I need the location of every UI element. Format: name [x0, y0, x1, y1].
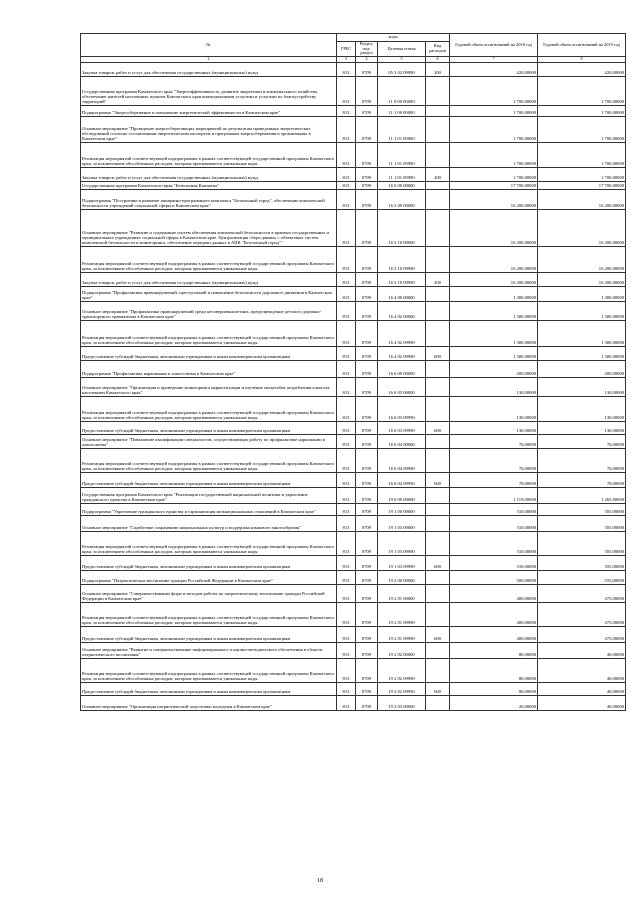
table-row: [81, 189, 626, 209]
cell-y2018: 420,00000: [450, 62, 538, 76]
cell-name: Подпрограмма "Энергосбережение и повышение энергетической эффективности в Камчатском крае": [81, 105, 337, 116]
cell-grbs: 813: [337, 142, 356, 167]
cell-name: Основное мероприятие "Профилактика правонарушений среди несовершеннолетних, предупреждение детского дорожно-транспортного травматизма в Камчатском крае": [81, 301, 337, 320]
cell-name: Предоставление субсидий бюджетным, автономным учреждениям и иным некоммерческим организациям: [81, 555, 337, 570]
cell-section: 0709: [356, 209, 378, 246]
cell-grbs: 813: [337, 515, 356, 531]
cell-target: 19 1 03 09990: [378, 555, 426, 570]
cell-name: Реализация мероприятий соответствующей подпрограммы в рамках соответствующей государственной программы Камчатского края, за исключением обособленных расходов, которым присваиваются уникальные коды: [81, 531, 337, 555]
column-header-grbs: ГРБС: [337, 42, 356, 57]
cell-vid: [426, 116, 450, 142]
cell-section: 0709: [356, 189, 378, 209]
cell-name: Предоставление субсидий бюджетным, автономным учреждениям и иным некоммерческим организациям: [81, 626, 337, 642]
cell-grbs: 813: [337, 377, 356, 396]
cell-target: 16 3 00 00000: [378, 189, 426, 209]
cell-y2018: 80,00000: [450, 682, 538, 695]
cell-vid: [426, 570, 450, 584]
cell-section: 0709: [356, 105, 378, 116]
table-row: [81, 642, 626, 658]
column-header-2019: Годовой объем ассигнований на 2019 год: [538, 34, 626, 57]
table-row: [81, 116, 626, 142]
cell-y2018: 16 200,00000: [450, 189, 538, 209]
cell-target: 16 4 00 00000: [378, 286, 426, 301]
page-number: 18: [317, 878, 323, 884]
cell-name: Реализация мероприятий соответствующей подпрограммы в рамках соответствующей государственной программы Камчатского края, за исключением обособленных расходов, которым присваиваются уникальные коды: [81, 246, 337, 272]
cell-vid: [426, 286, 450, 301]
table-row: [81, 396, 626, 421]
column-index: 4: [356, 56, 378, 62]
cell-vid: 600: [426, 421, 450, 434]
cell-target: 19 1 00 00000: [378, 503, 426, 515]
cell-grbs: 813: [337, 181, 356, 189]
cell-section: 0709: [356, 487, 378, 503]
cell-vid: 200: [426, 272, 450, 286]
cell-y2018: 1 700,00000: [450, 116, 538, 142]
cell-section: 0709: [356, 360, 378, 377]
table-row: [81, 434, 626, 448]
cell-vid: [426, 531, 450, 555]
cell-grbs: 813: [337, 246, 356, 272]
cell-y2019: 16 200,00000: [538, 272, 626, 286]
cell-target: 16 6 03 09990: [378, 396, 426, 421]
cell-y2018: 70,00000: [450, 472, 538, 487]
cell-target: 11 1 01 09990: [378, 167, 426, 181]
column-index: 3: [337, 56, 356, 62]
cell-target: 16 4 02 09990: [378, 320, 426, 346]
cell-name: Реализация мероприятий соответствующей подпрограммы в рамках соответствующей государственной программы Камчатского края, за исключением обособленных расходов, которым присваиваются уникальные коды: [81, 658, 337, 682]
cell-name: Предоставление субсидий бюджетным, автономным учреждениям и иным некоммерческим организациям: [81, 346, 337, 360]
cell-y2018: 310,00000: [450, 531, 538, 555]
cell-section: 0709: [356, 346, 378, 360]
cell-section: 0709: [356, 181, 378, 189]
cell-grbs: 813: [337, 301, 356, 320]
cell-name: Государственная программа Камчатского края "Энергоэффективность, развитие энергетики и коммунального хозяйства, обеспечение жителей населенных пунктов Камчатского края коммунальными услугами и услугами по благоустройству территорий": [81, 76, 337, 105]
cell-grbs: 813: [337, 76, 356, 105]
cell-y2018: 310,00000: [450, 555, 538, 570]
table-row: [81, 472, 626, 487]
cell-y2019: 355,00000: [538, 531, 626, 555]
budget-table: [80, 33, 626, 711]
table-row: [81, 555, 626, 570]
cell-vid: [426, 487, 450, 503]
cell-vid: 200: [426, 62, 450, 76]
column-index: 6: [426, 56, 450, 62]
table-row: [81, 320, 626, 346]
cell-y2018: 310,00000: [450, 515, 538, 531]
table-row: [81, 658, 626, 682]
table-row: [81, 602, 626, 626]
cell-y2018: 1 119,00000: [450, 487, 538, 503]
cell-section: 0709: [356, 62, 378, 76]
table-row: [81, 584, 626, 602]
cell-y2019: 130,00000: [538, 421, 626, 434]
cell-grbs: 813: [337, 272, 356, 286]
cell-grbs: 813: [337, 602, 356, 626]
cell-y2019: 355,00000: [538, 555, 626, 570]
cell-y2018: 1 300,00000: [450, 346, 538, 360]
cell-target: 19 2 02 09990: [378, 658, 426, 682]
cell-grbs: 813: [337, 189, 356, 209]
cell-section: 0709: [356, 301, 378, 320]
cell-name: Основное мероприятие "Организация патриотической подготовки молодежи в Камчатском крае": [81, 695, 337, 710]
cell-vid: [426, 396, 450, 421]
cell-vid: [426, 642, 450, 658]
table-row: [81, 531, 626, 555]
cell-grbs: 813: [337, 555, 356, 570]
cell-y2018: 200,00000: [450, 360, 538, 377]
column-index: 7: [450, 56, 538, 62]
cell-y2019: 355,00000: [538, 515, 626, 531]
cell-grbs: 813: [337, 360, 356, 377]
cell-y2019: 1 265,00000: [538, 487, 626, 503]
cell-grbs: 813: [337, 695, 356, 710]
cell-section: 0709: [356, 531, 378, 555]
cell-y2018: 1 300,00000: [450, 301, 538, 320]
cell-target: 19 2 02 09990: [378, 682, 426, 695]
table-row: [81, 421, 626, 434]
cell-y2018: 70,00000: [450, 448, 538, 472]
table-row: [81, 167, 626, 181]
cell-y2019: 70,00000: [538, 434, 626, 448]
cell-vid: 600: [426, 626, 450, 642]
table-row: [81, 181, 626, 189]
cell-grbs: 813: [337, 434, 356, 448]
table-row: [81, 515, 626, 531]
cell-target: 16 4 02 09990: [378, 346, 426, 360]
cell-section: 0709: [356, 246, 378, 272]
cell-name: Подпрограмма "Профилактика правонарушений, преступлений и повышение безопасности дорожного движения в Камчатском крае": [81, 286, 337, 301]
cell-grbs: 813: [337, 167, 356, 181]
cell-target: 11 0 00 00000: [378, 76, 426, 105]
cell-target: 11 1 01 00000: [378, 116, 426, 142]
cell-name: Реализация мероприятий соответствующей подпрограммы в рамках соответствующей государственной программы Камчатского края, за исключением обособленных расходов, которым присваиваются уникальные коды: [81, 320, 337, 346]
cell-section: 0709: [356, 555, 378, 570]
cell-y2018: 1 300,00000: [450, 320, 538, 346]
column-header-codes: коды: [337, 34, 450, 42]
cell-y2019: 475,00000: [538, 584, 626, 602]
cell-y2019: 200,00000: [538, 360, 626, 377]
table-row: [81, 503, 626, 515]
cell-section: 0709: [356, 434, 378, 448]
cell-y2018: 1 700,00000: [450, 167, 538, 181]
cell-y2018: 17 700,00000: [450, 181, 538, 189]
cell-name: Подпрограмма "Профилактика наркомании и алкоголизма в Камчатском крае": [81, 360, 337, 377]
cell-y2018: 400,00000: [450, 626, 538, 642]
cell-vid: [426, 448, 450, 472]
cell-name: Закупка товаров, работ и услуг для обеспечения государственных (муниципальных) нужд: [81, 62, 337, 76]
cell-section: 0709: [356, 584, 378, 602]
table-row: [81, 209, 626, 246]
cell-y2018: 80,00000: [450, 642, 538, 658]
cell-grbs: 813: [337, 682, 356, 695]
cell-y2018: 16 200,00000: [450, 209, 538, 246]
cell-target: 16 4 02 00000: [378, 301, 426, 320]
cell-target: 19 2 01 09990: [378, 626, 426, 642]
cell-section: 0709: [356, 167, 378, 181]
cell-target: 16 0 00 00000: [378, 181, 426, 189]
cell-name: Государственная программа Камчатского края "Реализация государственной национальной политики и укрепление гражданского единства в Камчатском крае": [81, 487, 337, 503]
cell-section: 0709: [356, 286, 378, 301]
table-row: [81, 142, 626, 167]
cell-y2019: 130,00000: [538, 396, 626, 421]
cell-grbs: 813: [337, 472, 356, 487]
cell-section: 0709: [356, 472, 378, 487]
cell-y2019: 70,00000: [538, 448, 626, 472]
cell-y2019: 1 700,00000: [538, 116, 626, 142]
cell-grbs: 813: [337, 346, 356, 360]
cell-grbs: 813: [337, 570, 356, 584]
cell-target: 19 2 00 00000: [378, 570, 426, 584]
cell-section: 0709: [356, 695, 378, 710]
cell-y2019: 1 300,00000: [538, 346, 626, 360]
cell-y2019: 16 200,00000: [538, 246, 626, 272]
cell-y2019: 1 700,00000: [538, 76, 626, 105]
cell-target: 19 0 00 00000: [378, 487, 426, 503]
cell-y2019: 420,00000: [538, 62, 626, 76]
column-header-target: Целевая статья: [378, 42, 426, 57]
cell-target: 16 6 03 00000: [378, 377, 426, 396]
cell-grbs: 813: [337, 584, 356, 602]
cell-y2019: 130,00000: [538, 377, 626, 396]
cell-y2018: 70,00000: [450, 434, 538, 448]
cell-target: 16 3 10 09990: [378, 246, 426, 272]
cell-y2019: 1 700,00000: [538, 142, 626, 167]
cell-y2018: 20,00000: [450, 695, 538, 710]
cell-y2018: 1 300,00000: [450, 286, 538, 301]
cell-grbs: 813: [337, 209, 356, 246]
cell-y2019: 40,00000: [538, 642, 626, 658]
cell-y2019: 475,00000: [538, 602, 626, 626]
cell-section: 0709: [356, 377, 378, 396]
cell-y2018: 16 200,00000: [450, 246, 538, 272]
cell-vid: [426, 76, 450, 105]
cell-y2018: 1 700,00000: [450, 105, 538, 116]
budget-table-page: [80, 33, 625, 711]
cell-y2018: 130,00000: [450, 421, 538, 434]
cell-target: 16 6 00 00000: [378, 360, 426, 377]
cell-y2018: 80,00000: [450, 658, 538, 682]
cell-section: 0709: [356, 448, 378, 472]
cell-vid: [426, 515, 450, 531]
table-row: [81, 377, 626, 396]
cell-grbs: 813: [337, 658, 356, 682]
table-row: [81, 570, 626, 584]
cell-name: Основное мероприятие "Организация и проведение мониторинга наркоситуации и изучение масштабов потребления алкоголя населением Камчатского края": [81, 377, 337, 396]
cell-grbs: 813: [337, 642, 356, 658]
cell-vid: [426, 695, 450, 710]
cell-y2018: 1 700,00000: [450, 76, 538, 105]
cell-grbs: 813: [337, 286, 356, 301]
cell-y2019: 40,00000: [538, 658, 626, 682]
cell-y2019: 1 700,00000: [538, 167, 626, 181]
cell-vid: [426, 142, 450, 167]
cell-vid: 600: [426, 682, 450, 695]
table-row: [81, 301, 626, 320]
cell-section: 0709: [356, 503, 378, 515]
cell-grbs: 813: [337, 62, 356, 76]
cell-target: 11 1 00 00000: [378, 105, 426, 116]
cell-y2018: 130,00000: [450, 396, 538, 421]
cell-vid: [426, 301, 450, 320]
column-index: 2: [81, 56, 337, 62]
table-row: [81, 487, 626, 503]
cell-y2019: 40,00000: [538, 695, 626, 710]
cell-name: Закупка товаров, работ и услуг для обеспечения государственных (муниципальных) нужд: [81, 272, 337, 286]
column-header-number: №: [81, 34, 337, 57]
cell-y2018: 130,00000: [450, 377, 538, 396]
table-row: [81, 272, 626, 286]
cell-name: Предоставление субсидий бюджетным, автономным учреждениям и иным некоммерческим организациям: [81, 472, 337, 487]
cell-section: 0709: [356, 421, 378, 434]
cell-name: Основное мероприятие "Проведение энергосберегающих мероприятий по результатам проведенных энергетических обследований согласно составленным энергетическим паспортам и программам энергосбережения в организациях в Камчатском крае": [81, 116, 337, 142]
cell-target: 16 6 03 09990: [378, 421, 426, 434]
cell-target: 19 2 01 00000: [378, 584, 426, 602]
cell-vid: [426, 360, 450, 377]
cell-y2019: 70,00000: [538, 472, 626, 487]
cell-vid: [426, 209, 450, 246]
cell-target: 11 1 01 09990: [378, 142, 426, 167]
cell-name: Основное мероприятие "Содействие сохранению национальных культур и поддержка языкового многообразия": [81, 515, 337, 531]
cell-section: 0709: [356, 320, 378, 346]
cell-section: 0709: [356, 116, 378, 142]
cell-target: 16 6 04 00000: [378, 434, 426, 448]
cell-section: 0709: [356, 626, 378, 642]
column-header-section: Раздел, под-раздел: [356, 42, 378, 57]
table-row: [81, 682, 626, 695]
cell-y2019: 555,00000: [538, 570, 626, 584]
cell-vid: [426, 189, 450, 209]
table-body: [81, 62, 626, 710]
table-row: [81, 76, 626, 105]
cell-target: 16 3 10 00000: [378, 209, 426, 246]
cell-y2018: 400,00000: [450, 584, 538, 602]
cell-vid: [426, 377, 450, 396]
cell-y2019: 1 300,00000: [538, 286, 626, 301]
cell-grbs: 813: [337, 320, 356, 346]
table-row: [81, 448, 626, 472]
cell-grbs: 813: [337, 531, 356, 555]
column-index: 8: [538, 56, 626, 62]
cell-vid: [426, 602, 450, 626]
cell-section: 0709: [356, 396, 378, 421]
cell-vid: 600: [426, 555, 450, 570]
cell-name: Реализация мероприятий соответствующей подпрограммы в рамках соответствующей государственной программы Камчатского края, за исключением обособленных расходов, которым присваиваются уникальные коды: [81, 448, 337, 472]
cell-y2019: 1 700,00000: [538, 105, 626, 116]
cell-target: 16 6 04 09990: [378, 472, 426, 487]
cell-name: Подпрограмма "Патриотическое воспитание граждан Российской Федерации в Камчатском крае": [81, 570, 337, 584]
cell-name: Основное мероприятие "Совершенствование форм и методов работы по патриотическому воспитанию граждан Российской Федерации в Камчатском крае": [81, 584, 337, 602]
table-row: [81, 105, 626, 116]
cell-target: 19 2 03 00000: [378, 695, 426, 710]
cell-y2019: 16 200,00000: [538, 189, 626, 209]
cell-vid: [426, 320, 450, 346]
table-row: [81, 626, 626, 642]
column-header-2018: Годовой объем ассигнований на 2018 год: [450, 34, 538, 57]
cell-section: 0709: [356, 642, 378, 658]
cell-vid: 600: [426, 346, 450, 360]
cell-y2019: 475,00000: [538, 626, 626, 642]
cell-grbs: 813: [337, 626, 356, 642]
cell-grbs: 813: [337, 421, 356, 434]
cell-y2018: 500,00000: [450, 570, 538, 584]
cell-section: 0709: [356, 76, 378, 105]
cell-vid: [426, 584, 450, 602]
cell-name: Предоставление субсидий бюджетным, автономным учреждениям и иным некоммерческим организациям: [81, 682, 337, 695]
cell-y2019: 17 700,00000: [538, 181, 626, 189]
cell-vid: [426, 658, 450, 682]
cell-section: 0709: [356, 682, 378, 695]
cell-target: 19 2 01 09990: [378, 602, 426, 626]
table-row: [81, 62, 626, 76]
cell-name: Основное мероприятие "Повышение квалификации специалистов, осуществляющих работу по профилактике наркомании и алкоголизма": [81, 434, 337, 448]
cell-grbs: 813: [337, 448, 356, 472]
cell-y2019: 16 200,00000: [538, 209, 626, 246]
cell-y2018: 16 200,00000: [450, 272, 538, 286]
cell-section: 0709: [356, 272, 378, 286]
cell-target: 19 1 03 09990: [378, 531, 426, 555]
table-row: [81, 246, 626, 272]
cell-name: Закупка товаров, работ и услуг для обеспечения государственных (муниципальных) нужд: [81, 167, 337, 181]
cell-vid: 600: [426, 472, 450, 487]
cell-grbs: 813: [337, 396, 356, 421]
cell-y2018: 310,00000: [450, 503, 538, 515]
cell-target: 16 6 04 09990: [378, 448, 426, 472]
cell-name: Основное мероприятие "Развитие и содержание систем обеспечения комплексной безопасности в краевых государственных и муниципальных учреждениях социальной сферы в Камчатском крае. Централизация сбора данных с объектовых систем комплексной безопасности и мониторинга, обеспечение передачи данных в АПК "Безопасный город"": [81, 209, 337, 246]
table-row: [81, 695, 626, 710]
cell-vid: [426, 503, 450, 515]
cell-vid: [426, 434, 450, 448]
cell-name: Предоставление субсидий бюджетным, автономным учреждениям и иным некоммерческим организациям: [81, 421, 337, 434]
cell-name: Реализация мероприятий соответствующей подпрограммы в рамках соответствующей государственной программы Камчатского края, за исключением обособленных расходов, которым присваиваются уникальные коды: [81, 396, 337, 421]
cell-y2018: 1 700,00000: [450, 142, 538, 167]
cell-y2019: 355,00000: [538, 503, 626, 515]
cell-grbs: 813: [337, 116, 356, 142]
cell-vid: [426, 181, 450, 189]
cell-grbs: 813: [337, 487, 356, 503]
column-index: 5: [378, 56, 426, 62]
table-row: [81, 286, 626, 301]
cell-target: 05 3 02 09990: [378, 62, 426, 76]
cell-section: 0709: [356, 602, 378, 626]
cell-y2018: 400,00000: [450, 602, 538, 626]
table-row: [81, 360, 626, 377]
cell-grbs: 813: [337, 503, 356, 515]
cell-y2019: 40,00000: [538, 682, 626, 695]
cell-section: 0709: [356, 142, 378, 167]
cell-vid: [426, 246, 450, 272]
column-header-vid: Вид расходов: [426, 42, 450, 57]
cell-grbs: 813: [337, 105, 356, 116]
cell-name: Государственная программа Камчатского края "Безопасная Камчатка": [81, 181, 337, 189]
cell-section: 0709: [356, 570, 378, 584]
cell-y2019: 1 300,00000: [538, 320, 626, 346]
cell-section: 0709: [356, 515, 378, 531]
cell-y2019: 1 300,00000: [538, 301, 626, 320]
cell-target: 19 1 03 00000: [378, 515, 426, 531]
cell-name: Подпрограмма "Построение и развитие аппаратно-программного комплекса "Безопасный город", обеспечение комплексной безопасности учреждений социальной сферы в Камчатском крае": [81, 189, 337, 209]
cell-name: Подпрограмма "Укрепление гражданского единства и гармонизация межнациональных отношений в Камчатском крае": [81, 503, 337, 515]
cell-name: Основное мероприятие "Развитие и совершенствование информационного и научно-методического обеспечения в области патриотического воспитания": [81, 642, 337, 658]
table-row: [81, 346, 626, 360]
cell-vid: [426, 105, 450, 116]
cell-name: Реализация мероприятий соответствующей подпрограммы в рамках соответствующей государственной программы Камчатского края, за исключением обособленных расходов, которым присваиваются уникальные коды: [81, 142, 337, 167]
cell-vid: 200: [426, 167, 450, 181]
cell-name: Реализация мероприятий соответствующей подпрограммы в рамках соответствующей государственной программы Камчатского края, за исключением обособленных расходов, которым присваиваются уникальные коды: [81, 602, 337, 626]
cell-target: 19 2 02 00000: [378, 642, 426, 658]
cell-target: 16 3 10 09990: [378, 272, 426, 286]
cell-section: 0709: [356, 658, 378, 682]
